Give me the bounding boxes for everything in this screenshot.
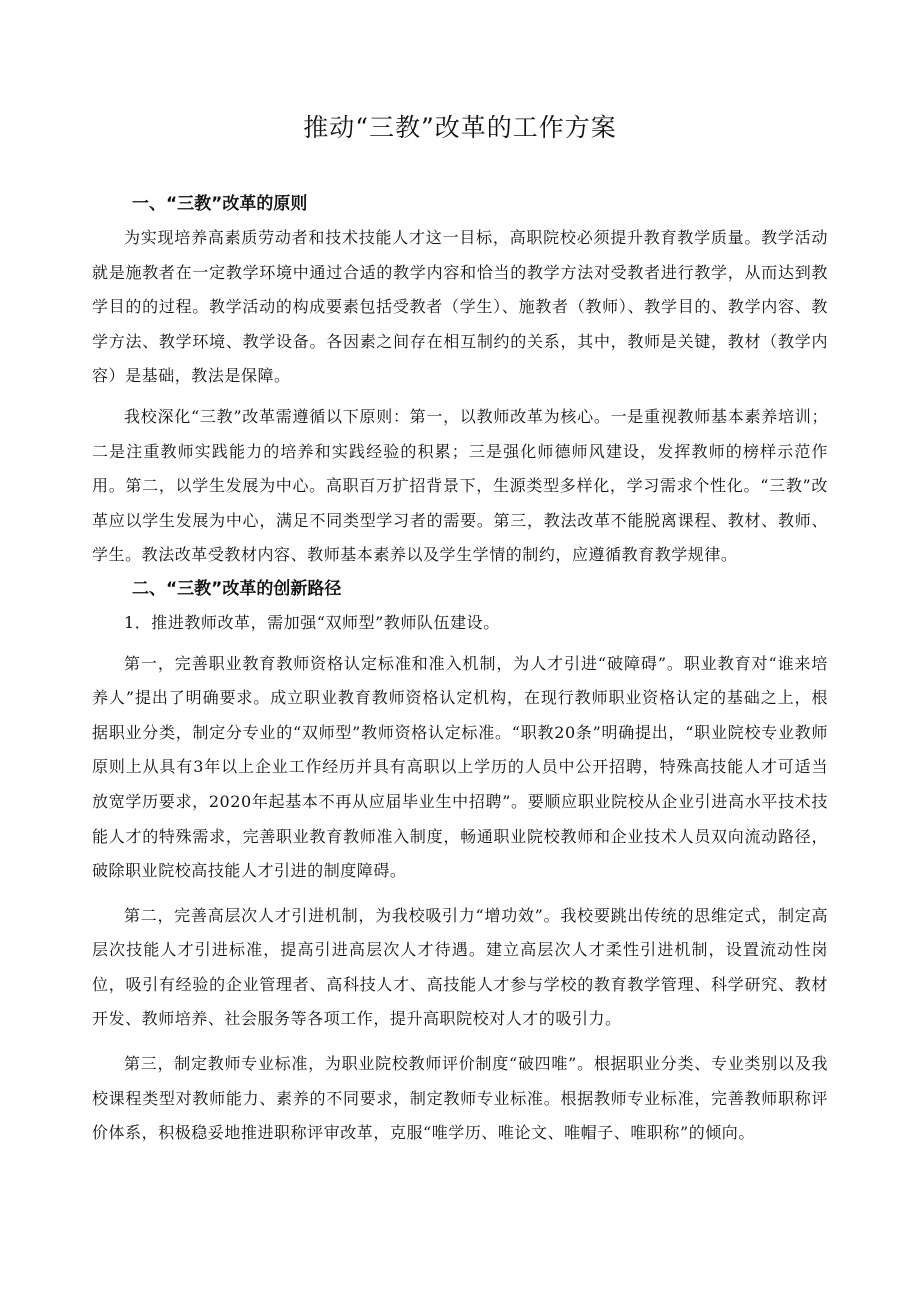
paragraph-teaching-quality: 为实现培养高素质劳动者和技术技能人才这一目标，高职院校必须提升教育教学质量。教学活动就是施教者在一定教学环境中通过合适的教学内容和恰当的教学方法对受教者进行教学，从而达到教学目的的过程。教学活动的构成要素包括受教者（学生）、施教者（教师）、教学目的、教学内容、教学方法、教学环境、教学设备。各因素之间存在相互制约的关系，其中，教师是关键，教材（教学内容）是基础，教法是保障。 xyxy=(92,228,828,386)
paragraph-second-measure: 第二，完善高层次人才引进机制，为我校吸引力“增功效”。我校要跳出传统的思维定式，制定高层次技能人才引进标准，提高引进高层次人才待遇。建立高层次人才柔性引进机制，设置流动性岗位，吸引有经验的企业管理者、高科技人才、高技能人才参与学校的教育教学管理、科学研究、教材开发、教师培养、社会服务等各项工作，提升高职院校对人才的吸引力。 xyxy=(92,905,828,1029)
paragraph-first-measure: 第一，完善职业教育教师资格认定标准和准入机制，为人才引进“破障碍”。职业教育对“谁来培养人”提出了明确要求。成立职业教育教师资格认定机构，在现行教师职业资格认定的基础之上，根据职业分类，制定分专业的“双师型”教师资格认定标准。“职教20条”明确提出，“职业院校专业教师原则上从具有3年以上企业工作经历并具有高职以上学历的人员中公开招聘，特殊高技能人才可适当放宽学历要求，2020年起基本不再从应届毕业生中招聘”。要顺应职业院校从企业引进高水平技术技能人才的特殊需求，完善职业教育教师准入制度，畅通职业院校教师和企业技术人员双向流动路径，破除职业院校高技能人才引进的制度障碍。 xyxy=(92,653,828,881)
subheading-teacher-reform: 1．推进教师改革，需加强“双师型”教师队伍建设。 xyxy=(124,612,500,632)
document-title: 推动“三教”改革的工作方案 xyxy=(303,113,617,142)
document-body xyxy=(92,188,828,1151)
paragraph-third-measure: 第三，制定教师专业标准，为职业院校教师评价制度“破四唯”。根据职业分类、专业类别以及我校课程类型对教师能力、素养的不同要求，制定教师专业标准。根据教师专业标准，完善教师职称评价体系，积极稳妥地推进职称评审改革，克服“唯学历、唯论文、唯帽子、唯职称”的倾向。 xyxy=(92,1054,828,1143)
section-heading-principles: 一、“三教”改革的原则 xyxy=(132,194,308,214)
paragraph-reform-principles: 我校深化“三教”改革需遵循以下原则：第一，以教师改革为核心。一是重视教师基本素养培训；二是注重教师实践能力的培养和实践经验的积累；三是强化师德师风建设，发挥教师的榜样示范作用。第二，以学生发展为中心。高职百万扩招背景下，生源类型多样化，学习需求个性化。“三教”改革应以学生发展为中心，满足不同类型学习者的需要。第三，教法改革不能脱离课程、教材、教师、学生。教法改革受教材内容、教师基本素养以及学生学情的制约，应遵循教育教学规律。 xyxy=(92,406,828,565)
section-heading-innovation-path: 二、“三教”改革的创新路径 xyxy=(132,578,342,599)
